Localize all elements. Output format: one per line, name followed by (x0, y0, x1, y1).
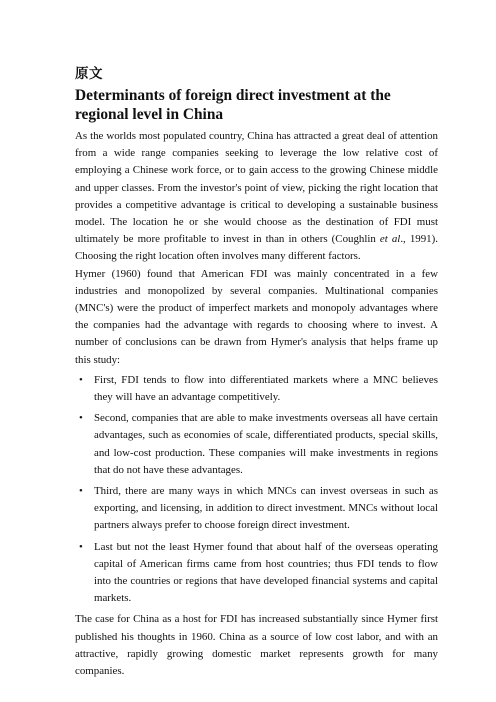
paragraph-hymer: Hymer (1960) found that American FDI was mainly concentrated in a few industries and monopolized by several companies. Multinational companies (MNC's) were the product of imperfect markets and monopoly advantages where the companies had the advantage with regards to choosing where to invest. A number of conclusions can be drawn from Hymer's analysis that helps frame up this study: (75, 267, 438, 366)
citation-et-al: et al (379, 233, 401, 246)
list-item (75, 372, 438, 406)
list-item (75, 539, 438, 608)
bullet-icon: • (79, 485, 83, 498)
list-item (75, 483, 438, 535)
bullet-icon: • (79, 540, 83, 553)
paragraph-intro-text: As the worlds most populated country, China has attracted a great deal of attention from a wide range companies seeking to leverage the low relative cost of employing a Chinese work force, or to gain access to the growing Chinese middle and upper classes. From the investor's point of view, picking the right location that provides a competitive advantage is critical to developing a sustainable business model. The location he or she would choose as the destination of FDI must ultimately be more profitable to invest in than in others (Coughlin (75, 130, 438, 246)
list-item (75, 410, 438, 479)
list-item-text: Second, companies that are able to make investments overseas all have certain advantages, such as economies of scale, differentiated products, special skills, and low-cost production. These companies will make investments in regions that do not have these advantages. (94, 412, 438, 476)
list-item-text: First, FDI tends to flow into differentiated markets where a MNC believes they will have an advantage competitively. (94, 373, 438, 404)
list-item-text: Last but not the least Hymer found that about half of the overseas operating capital of American firms came from host countries; thus FDI tends to flow into the countries or regions that have developed financial systems and capital markets. (94, 540, 438, 605)
list-item-text: Third, there are many ways in which MNCs can invest overseas in such as exporting, and licensing, in addition to direct investment. MNCs without local partners always prefer to choose foreign direct investment. (94, 485, 438, 532)
section-label: 原文 (75, 66, 103, 82)
paragraph-intro (75, 128, 438, 266)
paragraph-china: The case for China as a host for FDI has increased substantially since Hymer first published his thoughts in 1960. China as a source of low cost labor, and with an attractive, rapidly growing domestic market represents growth for many companies. (75, 613, 438, 678)
bullet-icon: • (79, 412, 83, 425)
document-title: Determinants of foreign direct investment at the regional level in China (75, 87, 391, 123)
conclusions-list (75, 372, 438, 608)
paragraph-intro-end: ., 1991). Choosing the right location often involves many different factors. (75, 233, 438, 263)
bullet-icon: • (79, 373, 83, 386)
